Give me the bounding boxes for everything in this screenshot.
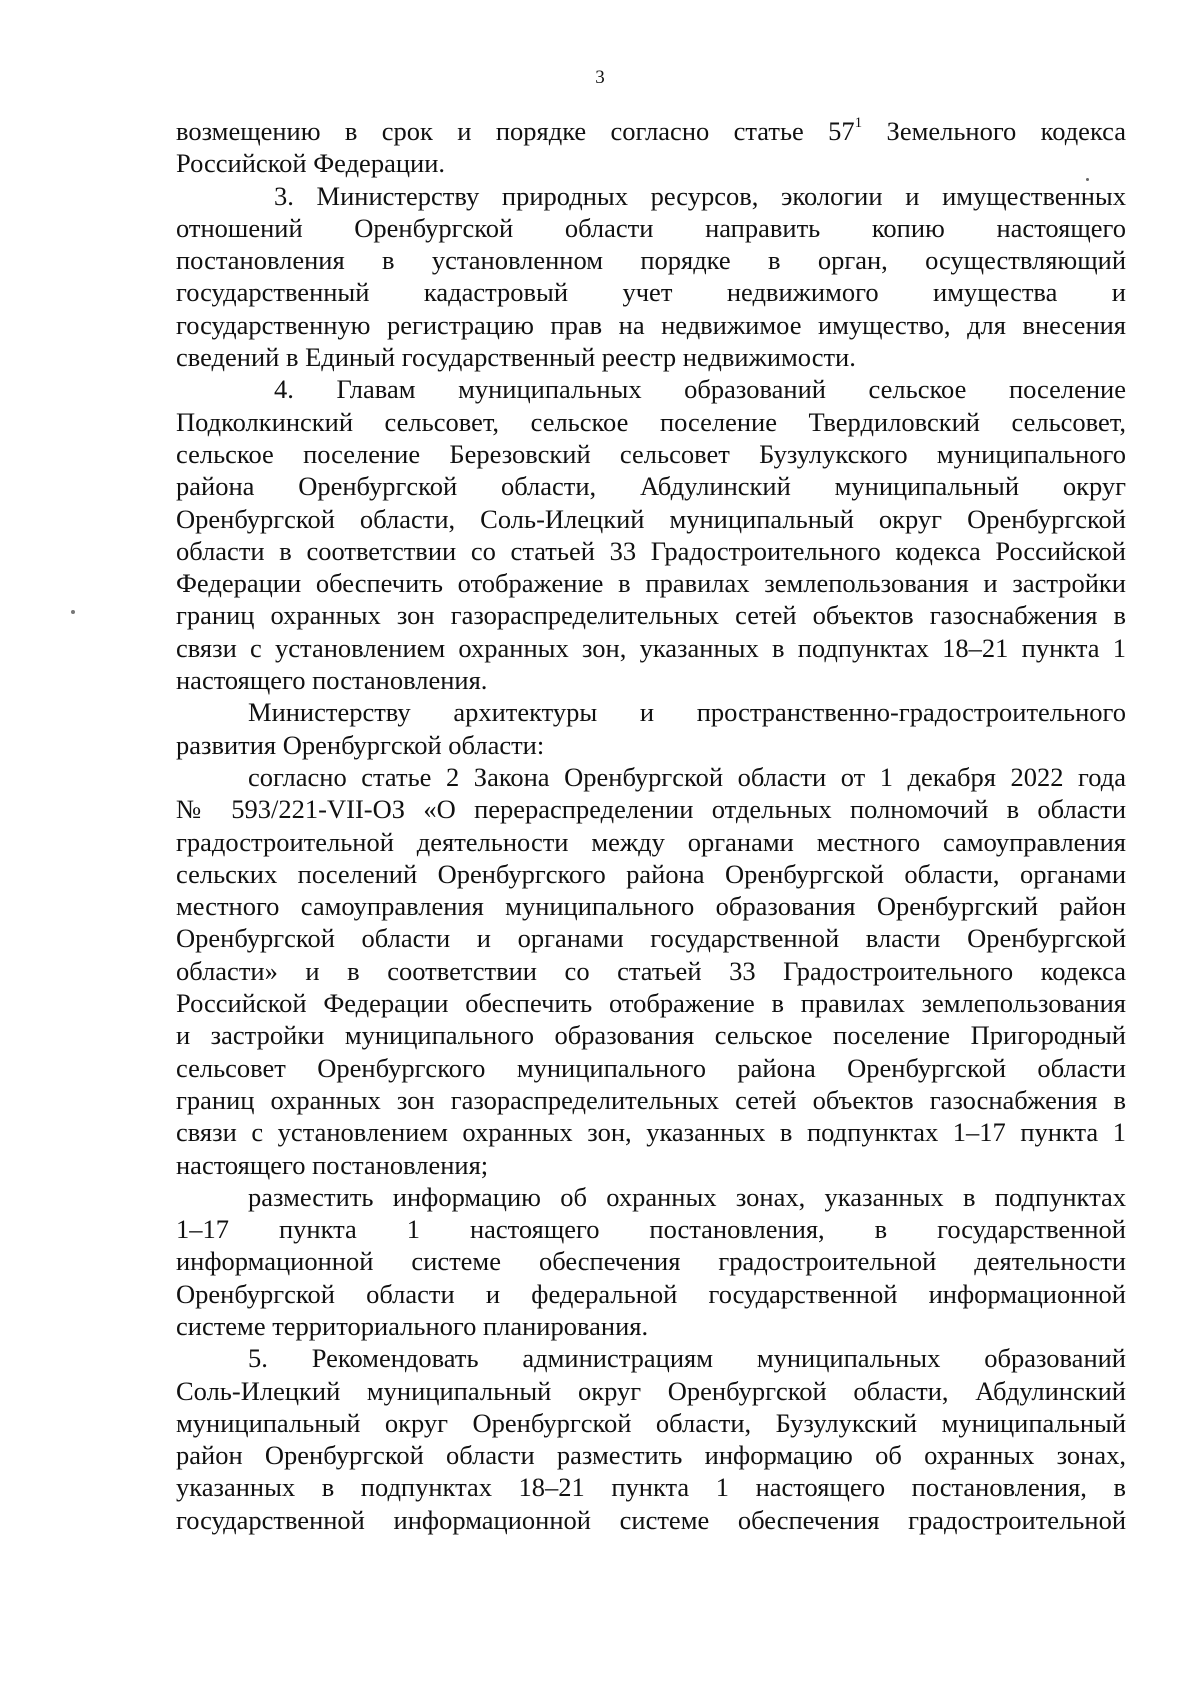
text-line: местного самоуправления муниципального образования Оренбургский район (176, 891, 1126, 922)
text-line: связи с установлением охранных зон, указанных в подпунктах 1–17 пункта 1 (176, 1117, 1126, 1148)
document-body (176, 115, 1126, 1536)
text-line: государственной информационной системе обеспечения градостроительной (176, 1504, 1126, 1535)
text-line: Российской Федерации обеспечить отображение в правилах землепользования (176, 988, 1126, 1019)
superscript: 1 (854, 115, 863, 132)
text-line: 1–17 пункта 1 настоящего постановления, в государственной (176, 1214, 1126, 1245)
text-line: сельское поселение Березовский сельсовет Бузулукского муниципального (176, 438, 1126, 469)
paragraph-4-start: 4. Главам муниципальных образований сельское поселение (274, 374, 1126, 405)
text-line: муниципальный округ Оренбургской области, Бузулукский муниципальный (176, 1407, 1126, 1438)
margin-speck (71, 610, 75, 614)
text-line: Оренбургской области, Соль-Илецкий муниципальный округ Оренбургской (176, 503, 1126, 534)
subitem-2-start: разместить информацию об охранных зонах, указанных в подпунктах (248, 1181, 1126, 1212)
text-line: границ охранных зон газораспределительных сетей объектов газоснабжения в (176, 1084, 1126, 1115)
text-line: указанных в подпунктах 18–21 пункта 1 настоящего постановления, в (176, 1472, 1126, 1503)
text-line: Оренбургской области и органами государственной власти Оренбургской (176, 923, 1126, 954)
text-line: района Оренбургской области, Абдулинский муниципальный округ (176, 471, 1126, 502)
text-line: градостроительной деятельности между органами местного самоуправления (176, 826, 1126, 857)
subitem-1-start: согласно статье 2 Закона Оренбургской области от 1 декабря 2022 года (248, 761, 1126, 792)
paragraph-ministry-start: Министерству архитектуры и пространственно-градостроительного (248, 697, 1126, 728)
text-line: Федерации обеспечить отображение в правилах землепользования и застройки (176, 568, 1126, 599)
text-line: отношений Оренбургской области направить копию настоящего (176, 212, 1126, 243)
text-line: настоящего постановления. (176, 665, 488, 696)
text-line: границ охранных зон газораспределительных сетей объектов газоснабжения в (176, 600, 1126, 631)
text-line: развития Оренбургской области: (176, 729, 545, 760)
paragraph-3-start: 3. Министерству природных ресурсов, экологии и имущественных (274, 180, 1126, 211)
text-line: сельсовет Оренбургского муниципального района Оренбургской области (176, 1052, 1126, 1083)
paragraph-5-start: 5. Рекомендовать администрациям муниципальных образований (248, 1343, 1126, 1374)
text-line: № 593/221-VII-ОЗ «О перераспределении отдельных полномочий в области (176, 794, 1126, 825)
text-line: Подколкинский сельсовет, сельское поселение Твердиловский сельсовет, (176, 406, 1126, 437)
page-number: 3 (595, 67, 605, 88)
text-line: и застройки муниципального образования сельское поселение Пригородный (176, 1020, 1126, 1051)
text-line: связи с установлением охранных зон, указанных в подпунктах 18–21 пункта 1 (176, 632, 1126, 663)
text-line: сведений в Единый государственный реестр недвижимости. (176, 342, 856, 373)
text-line: настоящего постановления; (176, 1149, 489, 1180)
text-line: государственную регистрацию прав на недвижимое имущество, для внесения (176, 309, 1126, 340)
text-line: области в соответствии со статьей 33 Градостроительного кодекса Российской (176, 535, 1126, 566)
text-line: возмещению в срок и порядке согласно статье $57^1$ Земельного кодекса (176, 115, 1127, 146)
text-line: район Оренбургской области разместить информацию об охранных зонах, (176, 1440, 1126, 1471)
text-line: Оренбургской области и федеральной государственной информационной (176, 1278, 1126, 1309)
text-line: Соль-Илецкий муниципальный округ Оренбургской области, Абдулинский (176, 1375, 1126, 1406)
text-line: государственный кадастровый учет недвижимого имущества и (176, 277, 1126, 308)
text-line: системе территориального планирования. (176, 1310, 649, 1341)
text-line: области» и в соответствии со статьей 33 Градостроительного кодекса (176, 955, 1126, 986)
text-line: информационной системе обеспечения градостроительной деятельности (176, 1246, 1126, 1277)
text-line: постановления в установленном порядке в орган, осуществляющий (176, 245, 1126, 276)
text-line: Российской Федерации. (176, 148, 445, 179)
text-line: сельских поселений Оренбургского района Оренбургской области, органами (176, 858, 1126, 889)
